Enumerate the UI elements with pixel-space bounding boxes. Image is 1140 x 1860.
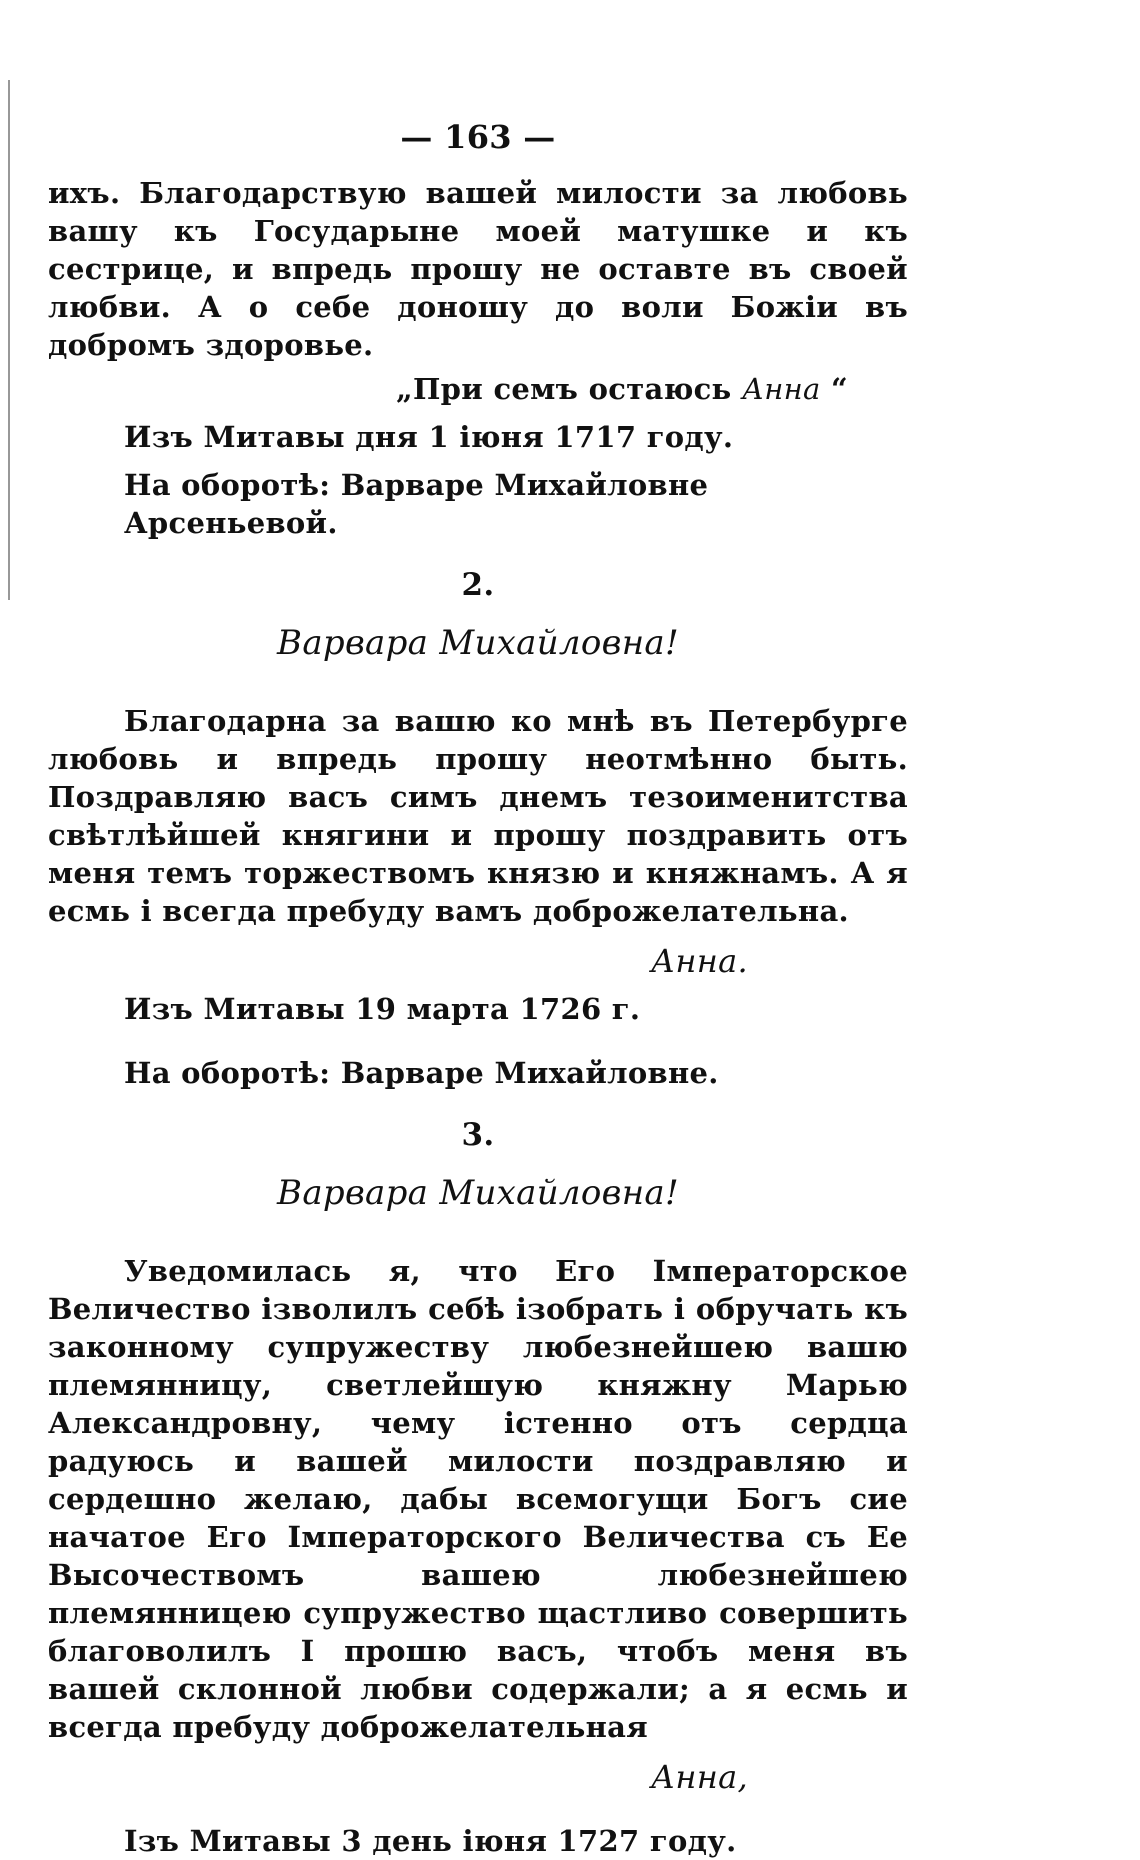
page-margin-line: [8, 80, 10, 600]
letter1-sign-suffix: “: [831, 372, 848, 406]
letter3-number: 3.: [461, 1117, 495, 1153]
letter1-place-date: Изъ Митавы дня 1 іюня 1717 году.: [124, 420, 734, 454]
letter1-address: На оборотѣ: Варваре Михайловне Арсеньевой.: [124, 468, 709, 540]
letter2-number: 2.: [461, 567, 495, 603]
letter1-closing-text: ихъ. Благодарствую вашей милости за любовь вашу къ Государыне моей матушке и къ сестрице, и впредь прошу не оставте въ своей любви. А о себе доношу до воли Божіи въ добромъ здоровье.: [48, 176, 908, 362]
letter3-signature: Анна,: [650, 1758, 748, 1796]
letter3-body: Уведомилась я, что Его Імператорское Величество ізволилъ себѣ ізобрать і обручать къ законному супружеству любезнейшею вашю племянницу, светлейшую княжну Марью Александровну, чему істенно отъ сердца радуюсь и вашей милости поздравляю и сердешно желаю, дабы всемогущи Богъ сие начатое Его Імператорского Величества съ Ее Высочествомъ вашею любезнейшею племянницею супружество щастливо совершить благоволилъ І прошю васъ, чтобъ меня въ вашей склонной любви содержали; а я есмь и всегда пребуду доброжелательная: [48, 1254, 908, 1744]
letter1-signature-line: [48, 370, 848, 408]
letter3-salutation: Варвара Михайловна!: [277, 1173, 679, 1213]
letter2-salutation: Варвара Михайловна!: [277, 623, 679, 663]
letter1-signature: Анна: [741, 372, 821, 406]
letter2-signature: Анна.: [650, 942, 748, 980]
letter1-sign-prefix: „При семъ остаюсь: [396, 372, 732, 406]
letter2-place-date: Изъ Митавы 19 марта 1726 г.: [124, 992, 641, 1026]
page-number: — 163 —: [400, 118, 556, 156]
letter3-place-date: Ізъ Митавы 3 день іюня 1727 году.: [124, 1824, 737, 1858]
letter2-address: На оборотѣ: Варваре Михайловне.: [124, 1056, 719, 1090]
letter2-body: Благодарна за вашю ко мнѣ въ Петербурге любовь и впредь прошу неотмѣнно быть. Поздравляю васъ симъ днемъ тезоименитства свѣтлѣйшей княгини и прошу поздравить отъ меня темъ торжествомъ князю и княжнамъ. А я есмь і всегда пребуду вамъ доброжелательна.: [48, 704, 908, 928]
book-page: [48, 118, 908, 1860]
